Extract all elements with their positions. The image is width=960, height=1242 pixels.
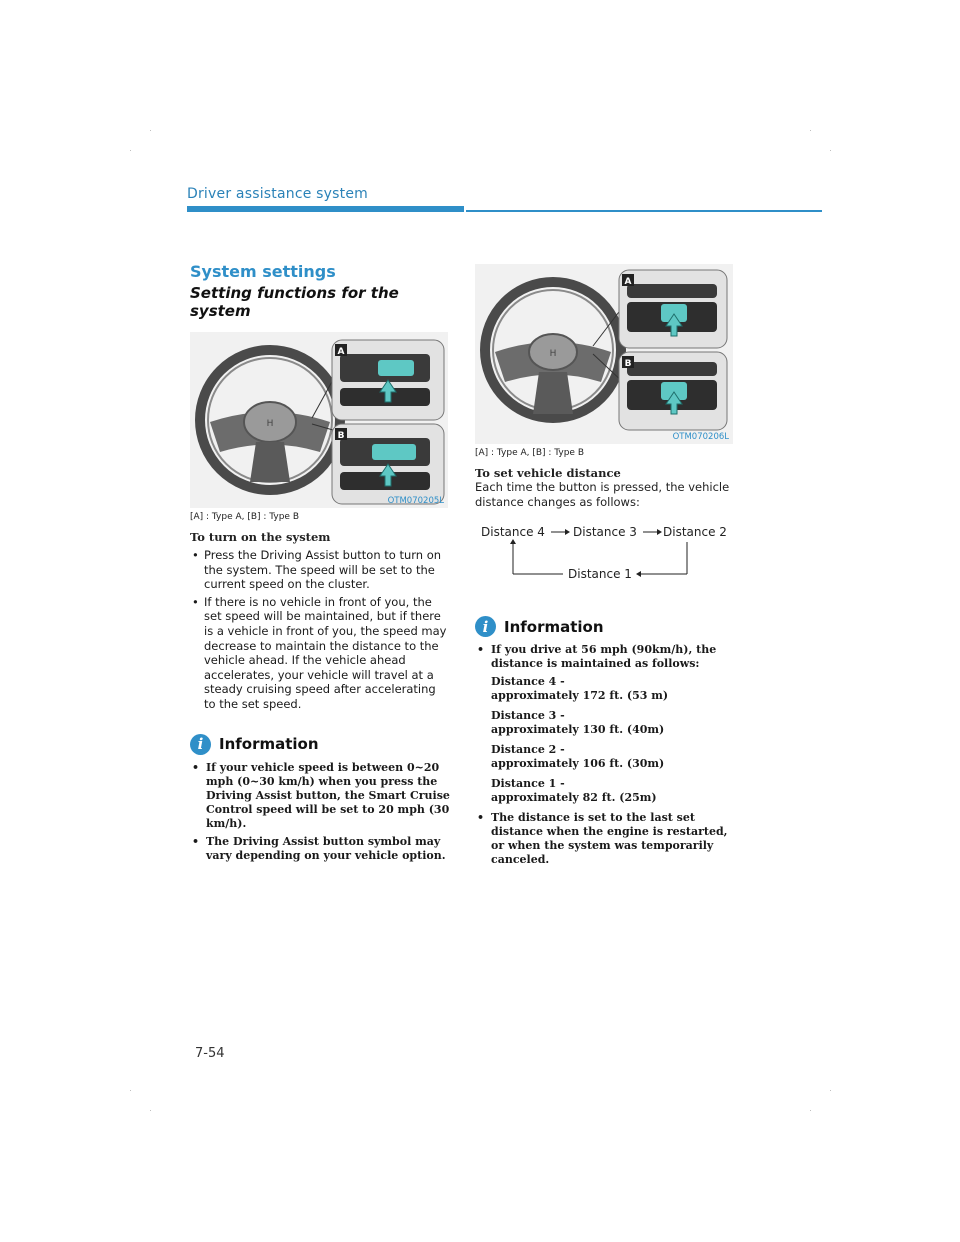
list-item: • Press the Driving Assist button to turn on the system. The speed will be set to the current speed on the cluster.	[190, 548, 450, 592]
crop-mark	[150, 130, 151, 131]
distance-intro: Each time the button is pressed, the vehicle distance changes as follows:	[475, 480, 730, 509]
svg-text:H: H	[549, 349, 557, 359]
left-column	[190, 262, 450, 867]
distance-value: approximately 130 ft. (40m)	[491, 723, 665, 736]
info-title: Information	[219, 735, 319, 754]
badge-b: B	[624, 359, 632, 369]
crop-mark	[810, 1110, 811, 1111]
figure-code: OTM070206L	[672, 432, 729, 442]
page-number: 7-54	[195, 1046, 225, 1061]
distance-value: approximately 106 ft. (30m)	[491, 757, 665, 770]
list-item: • The distance is set to the last set distance when the engine is restarted, or when the system was temporarily canceled.	[475, 811, 737, 867]
info-list	[475, 811, 737, 867]
figure-caption: [A] : Type A, [B] : Type B	[475, 448, 585, 458]
flow-distance-4: Distance 4	[481, 525, 545, 539]
figure-caption: [A] : Type A, [B] : Type B	[190, 512, 300, 522]
info-list	[475, 643, 737, 671]
flow-distance-2: Distance 2	[663, 525, 727, 539]
list-item: • If there is no vehicle in front of you, the set speed will be maintained, but if there is a vehicle in front of you, the speed may decrease to maintain the distance to the vehicle ahead. If the vehicle ahead accelerates, your vehicle will travel at a steady cruising speed after accelerating to the set speed.	[190, 595, 450, 712]
subheading-turn-on: To turn on the system	[190, 530, 331, 544]
distance-entry	[475, 675, 737, 703]
turn-on-list	[190, 548, 450, 712]
info-icon: i	[475, 616, 496, 637]
distance-label: Distance 4 -	[491, 675, 565, 688]
list-item: • The Driving Assist button symbol may vary depending on your vehicle option.	[190, 835, 450, 863]
section-title: System settings	[190, 262, 336, 281]
figure-code: OTM070205L	[387, 496, 444, 506]
distance-entry	[475, 709, 737, 737]
subheading-set-distance: To set vehicle distance	[475, 466, 621, 480]
svg-text:H: H	[266, 419, 274, 429]
flow-distance-3: Distance 3	[573, 525, 637, 539]
steering-wheel-figure	[475, 264, 733, 444]
crop-mark	[130, 150, 131, 151]
info-heading	[475, 616, 737, 637]
badge-a: A	[337, 347, 345, 357]
header-rule-thin	[466, 210, 822, 212]
section-subtitle: Setting functions for the system	[190, 284, 399, 320]
distance-value: approximately 82 ft. (25m)	[491, 791, 657, 804]
badge-b: B	[337, 431, 345, 441]
distance-label: Distance 3 -	[491, 709, 565, 722]
header-rule-thick	[187, 206, 464, 212]
crop-mark	[150, 1110, 151, 1111]
distance-label: Distance 2 -	[491, 743, 565, 756]
distance-value: approximately 172 ft. (53 m)	[491, 689, 669, 702]
list-item: • If your vehicle speed is between 0~20 mph (0~30 km/h) when you press the Driving Assist button, the Smart Cruise Control speed will be set to 20 mph (30 km/h).	[190, 761, 450, 831]
steering-wheel-figure	[190, 332, 448, 508]
badge-a: A	[624, 277, 632, 287]
steering-wheel-illustration	[190, 332, 448, 508]
info-heading	[190, 734, 450, 755]
distance-label: Distance 1 -	[491, 777, 565, 790]
running-header: Driver assistance system	[187, 186, 368, 202]
crop-mark	[830, 1090, 831, 1091]
info-list	[190, 761, 450, 863]
crop-mark	[810, 130, 811, 131]
crop-mark	[830, 150, 831, 151]
flow-distance-1: Distance 1	[568, 567, 632, 581]
crop-mark	[130, 1090, 131, 1091]
right-column	[475, 264, 737, 871]
info-title: Information	[504, 617, 604, 636]
steering-wheel-illustration	[475, 264, 733, 444]
distance-entry	[475, 743, 737, 771]
distance-entry	[475, 777, 737, 805]
list-item: • If you drive at 56 mph (90km/h), the distance is maintained as follows:	[475, 643, 737, 671]
info-icon: i	[190, 734, 211, 755]
distance-cycle-diagram	[475, 522, 737, 602]
